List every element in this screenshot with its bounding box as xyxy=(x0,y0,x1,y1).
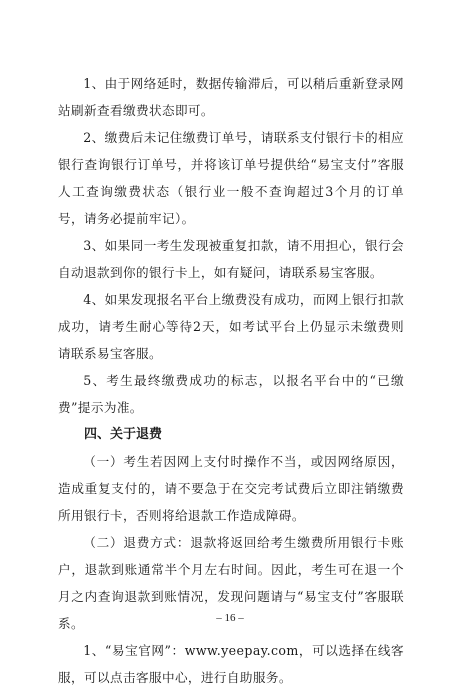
document-body xyxy=(58,70,404,691)
section-heading-refund: 四、关于退费 xyxy=(84,427,163,442)
paragraph-order-number: 2、缴费后未记住缴费订单号，请联系支付银行卡的相应银行查询银行订单号，并将该订单号提供给“易宝支付”客服人工查询缴费状态（银行业一般不查询超过3个月的订单号，请务必提前牢记）。 xyxy=(58,130,404,226)
page-number: – 16 – xyxy=(216,612,244,624)
paragraph-duplicate-charge: 3、如果同一考生发现被重复扣款，请不用担心，银行会自动退款到你的银行卡上，如有疑问，请联系易宝客服。 xyxy=(58,238,404,280)
paragraph-refund-method: （二）退费方式：退款将返回给考生缴费所用银行卡账户，退款到账通常半个月左右时间。因此，考生可在退一个月之内查询退款到账情况，发现问题请与“易宝支付”客服联系。 xyxy=(58,535,404,631)
paragraph-payment-not-shown: 4、如果发现报名平台上缴费没有成功，而网上银行扣款成功，请考生耐心等待2天，如考试平台上仍显示未缴费则请联系易宝客服。 xyxy=(58,292,404,361)
paragraph-refund-one: （一）考生若因网上支付时操作不当，或因网络原因，造成重复支付的，请不要急于在交完考试费后立即注销缴费所用银行卡，否则将给退款工作造成障碍。 xyxy=(58,454,404,523)
paragraph-network-delay: 1、由于网络延时，数据传输滞后，可以稍后重新登录网站刷新查看缴费状态即可。 xyxy=(58,76,404,118)
paragraph-yeepay-website: 1、“易宝官网”：www.yeepay.com，可以选择在线客服，可以点击客服中心，进行自助服务。 xyxy=(58,643,404,685)
paragraph-success-indicator: 5、考生最终缴费成功的标志，以报名平台中的“已缴费”提示为准。 xyxy=(58,373,404,415)
